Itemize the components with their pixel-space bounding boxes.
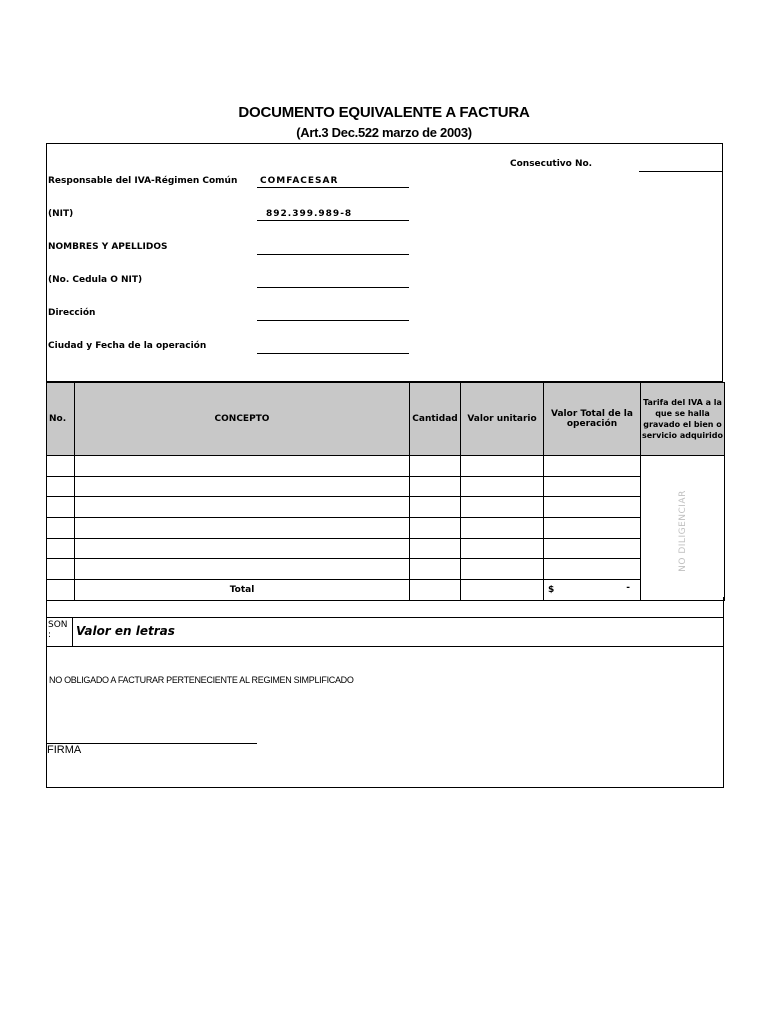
table-row [47, 518, 725, 539]
tarifa-cell [641, 456, 725, 601]
col-header-valor-total: Valor Total de la operación [544, 383, 641, 456]
document-subtitle: (Art.3 Dec.522 marzo de 2003) [296, 125, 472, 140]
document-title: DOCUMENTO EQUIVALENTE A FACTURA [238, 104, 530, 121]
cell-valor-unitario[interactable] [461, 456, 544, 477]
direccion-field[interactable] [257, 320, 409, 321]
consecutivo-label: Consecutivo No. [510, 159, 593, 169]
nombres-label: NOMBRES Y APELLIDOS [48, 242, 168, 252]
nombres-field[interactable] [257, 254, 409, 255]
cell-cantidad[interactable] [410, 559, 461, 580]
table-row [47, 456, 725, 477]
cell-valor-unitario[interactable] [461, 559, 544, 580]
responsable-label: Responsable del IVA-Régimen Común [48, 176, 238, 186]
cell-valor-unitario[interactable] [461, 476, 544, 497]
cell-concepto[interactable] [75, 497, 410, 518]
regimen-note: NO OBLIGADO A FACTURAR PERTENECIENTE AL REGIMEN SIMPLIFICADO [49, 675, 354, 685]
cell-valor-total[interactable] [544, 518, 641, 539]
responsable-field[interactable] [257, 187, 409, 188]
cell-valor-total[interactable] [544, 538, 641, 559]
cell-valor-total[interactable] [544, 497, 641, 518]
col-header-cantidad: Cantidad [410, 383, 461, 456]
cell-valor-total[interactable] [544, 456, 641, 477]
cell-cantidad[interactable] [410, 456, 461, 477]
cell-valor-unitario[interactable] [461, 538, 544, 559]
cell-concepto[interactable] [75, 559, 410, 580]
cell-cantidad[interactable] [410, 518, 461, 539]
cell-no[interactable] [47, 456, 75, 477]
total-value: - [626, 583, 630, 594]
table-row [47, 559, 725, 580]
cell-concepto[interactable] [75, 518, 410, 539]
cell-valor-unitario[interactable] [461, 497, 544, 518]
cell-concepto[interactable] [75, 538, 410, 559]
cell-cantidad[interactable] [410, 538, 461, 559]
cell-no[interactable] [47, 476, 75, 497]
cell-cantidad[interactable] [410, 497, 461, 518]
cell-valor-total[interactable] [544, 559, 641, 580]
table-row [47, 538, 725, 559]
items-table [46, 382, 725, 601]
cell-concepto[interactable] [75, 456, 410, 477]
total-label: Total [75, 580, 410, 601]
cell-no[interactable] [47, 497, 75, 518]
ciudad-fecha-field[interactable] [257, 353, 409, 354]
table-row [47, 476, 725, 497]
footer-section [46, 646, 724, 788]
table-header-row [47, 383, 725, 456]
cell-cantidad[interactable] [410, 476, 461, 497]
cell-no[interactable] [47, 559, 75, 580]
cell-no[interactable] [47, 538, 75, 559]
table-row [47, 497, 725, 518]
cell-concepto[interactable] [75, 476, 410, 497]
col-header-no: No. [47, 383, 75, 456]
ciudad-fecha-label: Ciudad y Fecha de la operación [48, 341, 207, 351]
direccion-label: Dirección [48, 308, 96, 318]
cell-no[interactable] [47, 518, 75, 539]
valor-en-letras-field[interactable]: Valor en letras [76, 624, 175, 638]
cell-valor-total[interactable] [544, 476, 641, 497]
responsable-value: COMFACESAR [260, 176, 339, 186]
col-header-concepto: CONCEPTO [75, 383, 410, 456]
cell-valor-unitario[interactable] [461, 518, 544, 539]
col-header-valor-unitario: Valor unitario [461, 383, 544, 456]
no-diligenciar-watermark: NO DILIGENCIAR [677, 490, 688, 573]
nit-field[interactable] [257, 220, 409, 221]
cedula-field[interactable] [257, 287, 409, 288]
son-divider [72, 618, 73, 646]
son-label: SON : [48, 620, 68, 640]
nit-value: 892.399.989-8 [266, 209, 353, 219]
firma-label: FIRMA [47, 744, 82, 756]
cedula-label: (No. Cedula O NIT) [48, 275, 143, 285]
consecutivo-field[interactable] [639, 171, 723, 172]
nit-label: (NIT) [48, 209, 74, 219]
currency-symbol: $ [548, 584, 555, 595]
spacer-row [46, 597, 724, 618]
col-header-tarifa: Tarifa del IVA a la que se halla gravado el bien o servicio adquirido [641, 383, 725, 456]
